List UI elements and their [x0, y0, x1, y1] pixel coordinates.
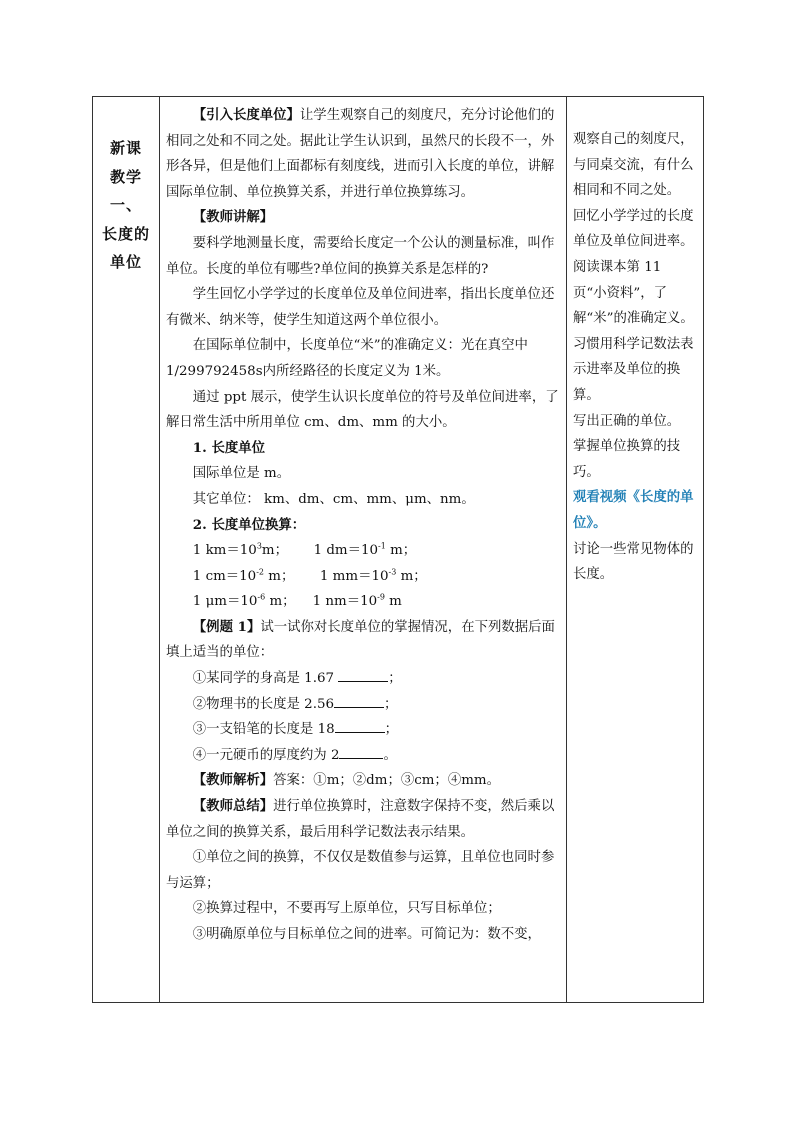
example-tag: 【例题 1】: [192, 618, 261, 635]
section-line: 教学: [109, 167, 142, 186]
conv-dm-exp: -1: [378, 541, 386, 551]
conv-cm: 1 cm＝10: [192, 568, 257, 584]
conv-km-exp: 3: [256, 541, 262, 551]
activity-2: 回忆小学学过的长度单位及单位间进率。: [573, 208, 694, 250]
summary-tag: 【教师总结】: [192, 798, 274, 815]
paragraph-meter-definition: 在国际单位制中，长度单位“米”的准确定义：光在真空中1/299792458s内所经路径的长度定义为 1米。: [166, 338, 528, 379]
activity-7: 讨论一些常见物体的长度。: [573, 541, 694, 583]
video-activity: 观看视频《长度的单位》。: [573, 489, 694, 531]
activity-1: 观察自己的刻度尺，与同桌交流，有什么相同和不同之处。: [573, 132, 694, 199]
teacher-explain-heading: [166, 205, 562, 231]
example-text: 试一试你对长度单位的掌握情况，在下列数据后面填上适当的单位：: [166, 619, 555, 661]
heading-unit-conversion-text: 2. 长度单位换算：: [192, 516, 306, 533]
question-3-text: ③一支铅笔的长度是 18: [192, 722, 335, 738]
answer-blank: [339, 744, 383, 759]
conv-km-unit: m；: [261, 543, 289, 559]
conv-mm-exp: -3: [388, 567, 397, 577]
conversion-line: [166, 589, 562, 615]
activity-4: 习惯用科学记数法表示进率及单位的换算。: [573, 336, 694, 403]
other-units-line: 其它单位： km、dm、cm、mm、μm、nm。: [192, 491, 475, 507]
heading-unit-conversion: [166, 513, 562, 539]
conv-mm: 1 mm＝10: [319, 568, 389, 584]
student-activities: [567, 97, 703, 588]
conv-cm-exp: -2: [256, 567, 264, 577]
question-4-punct: 。: [383, 747, 397, 763]
conversion-line: [166, 564, 562, 590]
lesson-plan-table: [92, 96, 704, 1003]
analysis-text: 答案：①m；②dm；③cm；④mm。: [273, 773, 500, 789]
conv-um-unit: m；: [265, 594, 296, 610]
question-4-text: ④一元硬币的厚度约为 2: [192, 747, 340, 763]
question-2-punct: ；: [384, 696, 398, 712]
conversion-line: [166, 538, 562, 564]
answer-blank: [335, 718, 385, 733]
section-line: 单位: [109, 253, 142, 271]
conv-nm: 1 nm＝10: [312, 594, 378, 610]
question-3-punct: ；: [384, 722, 398, 738]
activity-6: 掌握单位换算的技巧。: [573, 439, 681, 480]
conv-dm-unit: m；: [385, 543, 417, 559]
paragraph-ppt: 通过 ppt 展示，使学生认识长度单位的符号及单位间进率，了解日常生活中所用单位 cm、dm、mm 的大小。: [166, 389, 559, 431]
heading-length-units-text: 1. 长度单位: [192, 439, 266, 456]
conv-cm-unit: m；: [264, 568, 295, 584]
paragraph-unit-definition: 要科学地测量长度，需要给长度定一个公认的测量标准，叫作单位。长度的单位有哪些?单位间的换算关系是怎样的?: [166, 235, 555, 277]
paragraph-recall: 学生回忆小学学过的长度单位及单位间进率，指出长度单位还有微米、纳米等，使学生知道这两个单位很小。: [166, 287, 555, 328]
example-paragraph: [166, 615, 562, 666]
teaching-content: [160, 97, 566, 948]
analysis-tag: 【教师解析】: [192, 772, 274, 789]
teacher-explain-tag: 【教师讲解】: [192, 209, 274, 226]
conv-dm: 1 dm＝10: [313, 543, 379, 559]
question-2: [166, 692, 562, 718]
question-1-text: ①某同学的身高是 1.67: [192, 671, 334, 687]
activity-cell: [567, 97, 704, 1003]
conv-mm-unit: m；: [396, 568, 427, 584]
summary-point-2: ②换算过程中，不要再写上原单位，只写目标单位；: [192, 901, 501, 917]
intro-tag: 【引入长度单位】: [192, 107, 300, 123]
answer-blank: [338, 667, 388, 682]
question-2-text: ②物理书的长度是 2.56: [192, 696, 334, 712]
conv-km: 1 km＝10: [192, 543, 257, 559]
section-line: 新课: [109, 139, 142, 157]
conv-um: 1 μm＝10: [192, 594, 258, 610]
content-cell: [160, 97, 567, 1003]
section-label: [93, 134, 159, 277]
activity-5: 写出正确的单位。: [573, 413, 681, 429]
si-unit-line: 国际单位是 m。: [192, 466, 291, 482]
section-line: 长度的: [101, 224, 150, 243]
summary-point-3: ③明确原单位与目标单位之间的进率。可简记为：数不变，: [192, 927, 541, 942]
intro-text: 让学生观察自己的刻度尺，充分讨论他们的相同之处和不同之处。据此让学生认识到，虽然尺的长段不一，外形各异，但是他们上面都标有刻度线，进而引入长度的单位，讲解国际单位制、单位换算关系，并进行单位换算练习。: [166, 108, 555, 200]
summary-point-1: ①单位之间的换算，不仅仅是数值参与运算，且单位也同时参与运算；: [166, 850, 555, 891]
summary-paragraph: [166, 794, 562, 845]
conv-nm-exp: -9: [377, 592, 385, 602]
question-1-punct: ；: [388, 671, 402, 687]
summary-text: 进行单位换算时，注意数字保持不变，然后乘以单位之间的换算关系，最后用科学记数法表示结果。: [166, 799, 555, 840]
question-1: [166, 666, 562, 692]
conv-um-exp: -6: [257, 592, 266, 602]
heading-length-units: [166, 436, 562, 462]
answer-blank: [334, 693, 384, 708]
section-line: 一、: [109, 196, 142, 214]
question-4: [166, 743, 562, 769]
section-cell: [93, 97, 160, 1003]
activity-3: 阅读课本第 11 页“小资料”，了解“米”的准确定义。: [573, 259, 694, 327]
analysis-paragraph: [166, 768, 562, 794]
question-3: [166, 717, 562, 743]
conv-nm-unit: m: [384, 594, 402, 610]
intro-paragraph: [166, 103, 562, 205]
